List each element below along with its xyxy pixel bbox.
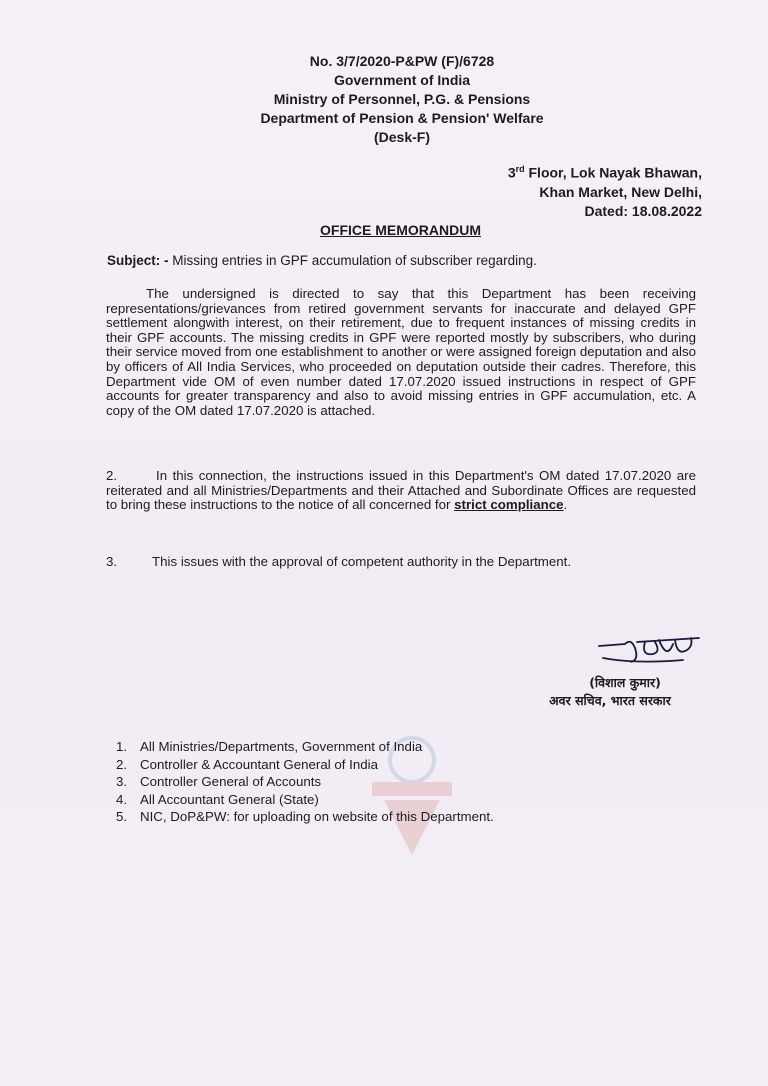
ministry-name: Ministry of Personnel, P.G. & Pensions [273,91,531,107]
list-item: 2. Controller & Accountant General of India [116,756,379,772]
subject-text: Missing entries in GPF accumulation of subscriber regarding. [168,253,537,268]
government-name: Government of India [333,72,471,88]
paragraph-1: The undersigned is directed to say that this Department has been receiving representations/grievances from retired government servants for inaccurate and delayed GPF settlement alongwith interest, on their retirement, due to frequent instances of missing credits in their GPF accounts. The missing credits in GPF were reported mostly by subscribers, who during their service moved from one establishment to another or were assigned foreign deputation and also by officers of All India Services, who proceeded on deputation outside their cadres. Therefore, this Department vide OM of even number dated 17.07.2020 issued instructions in respect of GPF accounts for greater transparency and also to avoid missing entries in GPF accumulation, etc. A copy of the OM dated 17.07.2020 is attached. [106,286,696,418]
list-item: 1. All Ministries/Departments, Government of India [116,739,423,754]
handwritten-signature [595,630,705,672]
desk-name: (Desk-F) [373,129,430,145]
paragraph-2-text: In this connection, the instructions issued in this Department's OM dated 17.07.2020 are reiterated and all Ministries/Departments and their Attached and Subordinate Offices are requested to bring these instructions to the notice of all concerned for [106,468,696,513]
file-number: No. 3/7/2020-P&PW (F)/6728 [309,53,495,69]
paragraph-3-number: 3. [106,554,118,569]
list-item: 4. All Accountant General (State) [116,791,319,807]
strict-compliance-emphasis: strict compliance [454,497,564,513]
address-market: Khan Market, New Delhi, [539,183,702,200]
paragraph-3-text: This issues with the approval of competent authority in the Department. [152,554,572,569]
paragraph-3 [106,555,696,570]
subject-label: Subject: - [107,253,169,268]
document-date: Dated: 18.08.2022 [584,202,702,219]
document-header [232,52,572,147]
list-item: 3. Controller General of Accounts [116,774,322,789]
memo-title: OFFICE MEMORANDUM [320,222,481,238]
department-name: Department of Pension & Pension' Welfare [260,110,544,126]
subject-line [107,253,537,268]
list-item: 5. NIC, DoP&PW: for uploading on website of this Department. [116,809,494,824]
signatory-name: (विशाल कुमार) [589,675,661,690]
signature-block [540,630,710,710]
paragraph-2-end: . [563,497,568,513]
signatory-designation: अवर सचिव, भारत सरकार [549,693,671,708]
address-floor: 3rd Floor, Lok Nayak Bhawan, [507,164,702,181]
office-address [508,160,702,221]
paragraph-2 [106,469,696,513]
recipients-list [116,738,494,826]
paragraph-2-number: 2. [106,468,118,483]
